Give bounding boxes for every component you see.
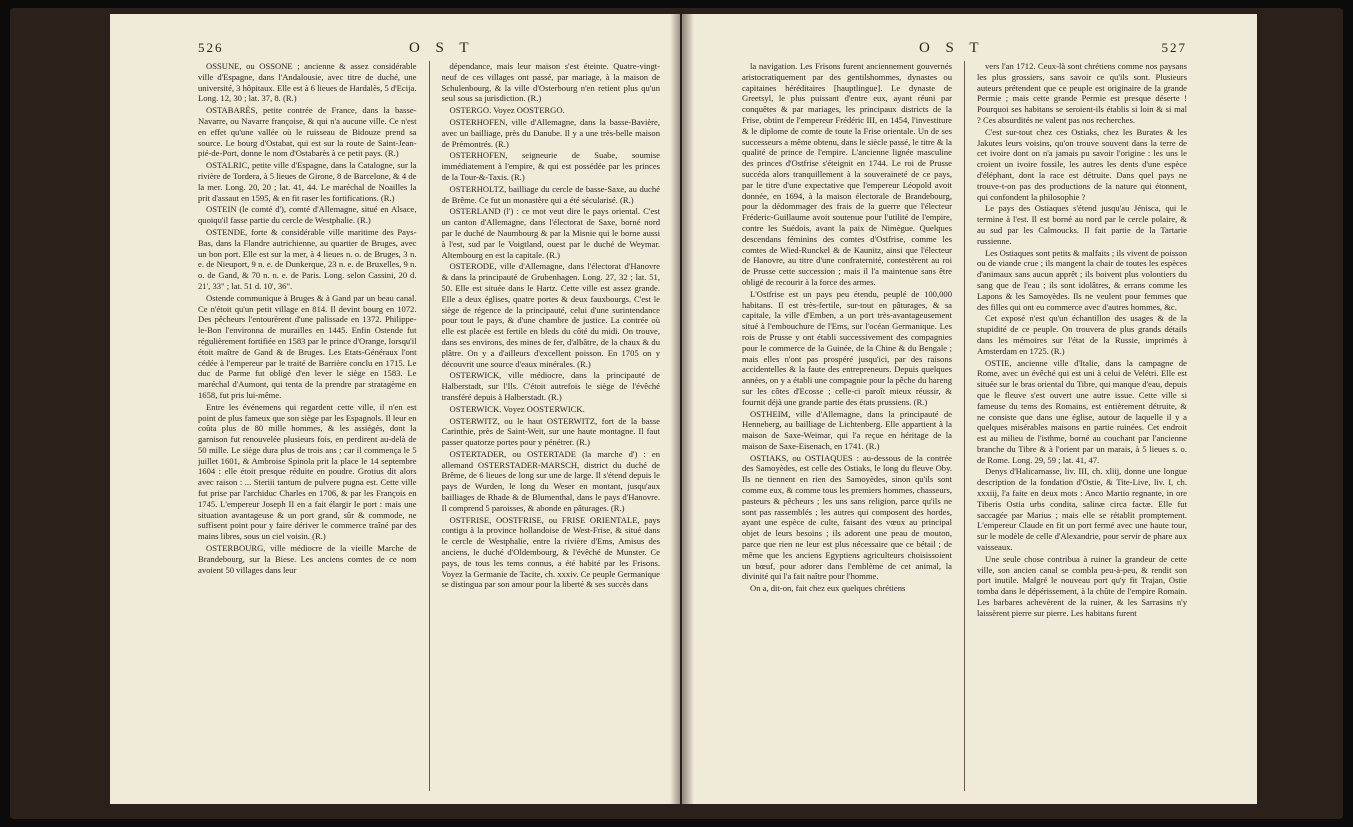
entry: dépendance, mais leur maison s'est éteinte. Quatre-vingt-neuf de ces villages ont passé, par mariage, à la maison de Schulenbourg, & la ville d'Osterbourg n'en retient plus qu'un seul sous sa jurisdiction. (R.) (441, 61, 660, 104)
entry: Ostende communique à Bruges & à Gand par un beau canal. Ce n'étoit qu'un petit village en 814. Il devint bourg en 1072. Des pêcheurs l'entourèrent d'une palissade en 1372. Philippe-le-Bon l'environna de murailles en 1445. Enfin Ostende fut régulièrement fortifiée en 1583 par le prince d'Orange, lorsqu'il étoit maître de Gand & de Bruges. Les Etats-Généraux l'ont cédée à l'empereur par le traité de Barrière conclu en 1715. Le duc de Parme fut obligé d'en lever le siège en 1583. Le maréchal d'Aumont, qui tenta de la prendre par stratagème en 1658, fut pris lui-même. (198, 292, 417, 400)
right-running-head (742, 40, 1187, 57)
entry: OSTERHOLTZ, bailliage du cercle de basse-Saxe, au duché de Brême. Ce fut un monastère qui a été sécularisé. (R.) (441, 183, 660, 205)
entry: Une seule chose contribua à ruiner la grandeur de cette ville, son ancien canal se combla peu-à-peu, & rendit son port inutile. Malgré le nouveau port qu'y fit Trajan, Ostie tomba dans le dépérissement, à la chûte de l'empire Romain. Les barbares achevèrent de la ruiner, & les Sarrasins n'y laissèrent pierre sur pierre. Les habitans furent (977, 553, 1187, 618)
entry: L'Ostfrise est un pays peu étendu, peuplé de 100,000 habitans. Il est très-fertile, sur-tout en pâturages, & sa capitale, la ville d'Emben, a un port très-avantageusement situé à l'embouchure de l'Ems, sur l'océan Germanique. Les rois de Prusse y ont établi successivement des compagnies pour le commerce de la Guinée, de la Chine & du Bengale ; mais elles n'ont pas prospéré jusqu'ici, par des raisons accidentelles & la faute des entrepreneurs. Depuis quelques années, on y a établi une compagnie pour la pêche du hareng sur les côtes d'Ecosse ; celle-ci paroît mieux réussir, & fournit déjà une grande partie des états prussiens. (R.) (742, 288, 952, 407)
entry: OSTENDE, forte & considérable ville maritime des Pays-Bas, dans la Flandre autrichienne, au quartier de Bruges, avec un bon port. Elle est sur la mer, à 4 lieues n. o. de Bruges, 3 n. e. de Nieuport, 9 n. e. de Dunkerque, 23 n. e. de Bruxelles, 9 n. o. de Gand, & 70 n. n. e. de Paris. Long. selon Cassini, 20 d. 21', 33" ; lat. 51 d. 10', 36". (198, 226, 417, 291)
entry: OSTERGO. Voyez OOSTERGO. (449, 105, 565, 116)
entry: Denys d'Halicarnasse, liv. III, ch. xliij, donne une longue description de la fondation d'Ostie, & Tite-Live, liv. I, ch. xxxiij, l'a faite en deux mots : Anco Martio regnante, in ore Tiberis Ostia urbs condita, salinæ circa factæ. Elle fut saccagée par Marius ; mais elle se rétablit promptement. L'empereur Claude en fit un port fermé avec une haute tour, sur le modèle de celle d'Alexandrie, pour servir de phare aux vaisseaux. (977, 466, 1187, 553)
entry: OSTERWICK. Voyez OOSTERWICK. (449, 403, 585, 414)
left-head-title: O S T (408, 40, 475, 56)
right-head-title: O S T (918, 40, 985, 56)
left-running-head (198, 40, 660, 57)
right-column-1 (742, 61, 952, 791)
entry: Les Ostiaques sont petits & malfaits ; ils vivent de poisson ou de viande crue ; ils mangent la chair de toutes les espèces d'animaux sans aucun apprêt ; ils boivent plus volontiers du sang que de l'eau ; ils sont idolâtres, & errans comme les Lapons & les Samoyèdes. Ils ne veulent pour femmes que des filles qui ont eu commerce avec d'autres hommes, &c. (977, 247, 1187, 312)
entry: vers l'an 1712. Ceux-là sont chrétiens comme nos paysans les plus grossiers, sans savoir ce qu'ils sont. Plusieurs auteurs prétendent que ce peuple est originaire de la grande Permie ; mais cette grande Permie est presque déserte ! Pourquoi ses habitans se seroient-ils établis si loin & si mal ? Ces absurdités ne valent pas nos recherches. (977, 61, 1187, 125)
entry: OSTERODE, ville d'Allemagne, dans l'électorat d'Hanovre & dans la principauté de Grubenhagen. Long. 27, 32 ; lat. 51, 50. Elle est située dans le Hartz. Cette ville est assez grande. Elle a deux églises, quatre portes & deux fauxbourgs. C'est le siège de régence de la principauté, celui d'une surintendance pour tout le pays, & d'une chambre de justice. La contrée où elle est placée est fertile en bleds du côté du midi. On trouve, dans ses environs, des mines de fer, d'albâtre, de la chaux & du plâtre. On y a d'ailleurs d'excellent poisson. En 1705 on y découvrit une source d'eaux minérales. (R.) (441, 261, 660, 369)
left-column-1 (198, 61, 417, 791)
column-divider (429, 61, 430, 791)
right-page (682, 14, 1257, 804)
right-column-2 (977, 61, 1187, 791)
entry: OSTERTADER, ou OSTERTADE (la marche d') : en allemand OSTERSTADER-MARSCH, district du duché de Brême, de 6 lieues de long sur une de large. Il s'étend depuis le pays de Wurden, le long du Weser en montant, jusqu'aux bailliages de Rhade & de Blumenthal, dans le pays d'Hanovre. Il comprend 5 paroisses, & abonde en pâturages. (R.) (441, 448, 660, 513)
entry: OSSUNE, ou OSSONE ; ancienne & assez considérable ville d'Espagne, dans l'Andalousie, avec titre de duché, une université, 3 hôpitaux. Elle est à 6 lieues de Hardalès, 5 d'Ecija. Long. 12, 30 ; lat. 37, 8. (R.) (198, 61, 417, 104)
entry: Entre les événemens qui regardent cette ville, il n'en est point de plus fameux que son siège par les Espagnols. Il leur en coûta plus de 80 mille hommes, & les assiégés, dont la garnison fut renouvelée plusieurs fois, en perdirent au-delà de 50 mille. Le siège dura plus de trois ans ; car il commença le 5 juillet 1601, & Ambroise Spinola prit la place le 14 septembre 1604 : elle étoit presque réduite en poudre. Grotius dit alors avec raison : ... Steriii tantum de pulvere pugna est. Cette ville fut prise par l'archiduc Charles en 1706, & par les François en 1745. L'empereur Joseph II en a fait élargir le port : mais une situation avantageuse & un port grand, sûr & commode, ne suffisent point pour y faire dériver le commerce traîné par des mains libres, sous un ciel voisin. (R.) (198, 401, 417, 542)
entry: OSTIAKS, ou OSTIAQUES : au-dessous de la contrée des Samoyèdes, est celle des Ostiaks, le long du fleuve Oby. Ils ne tiennent en rien des Samoyèdes, sinon qu'ils sont comme eux, & comme tous les premiers hommes, chasseurs, pasteurs & pêcheurs ; les uns sans religion, parce qu'ils ne sont pas rassemblés ; les autres qui composent des hordes, ayant une espèce de culte, faisant des vœux au principal objet de leurs besoins ; ils adorent une peau de mouton, parce que rien ne leur est plus nécessaire que ce bétail ; de même que les anciens Egyptiens agriculteurs choisissoient un bœuf, pour adorer dans l'emblème de cet animal, la divinité qui l'a fait naître pour l'homme. (742, 452, 952, 582)
entry: OSTFRISE, OOSTFRISE, ou FRISE ORIENTALE, pays contigu à la province hollandoise de West-Frise, & situé dans le cercle de Westphalie, entre la rivière d'Ems, Amisus des anciens, le duché d'Oldembourg, & l'évêché de Munster. Ce pays, de tous les tems connus, a été habité par les Frisons. Voyez la Germanie de Tacite, ch. xxxiv. Ce peuple Germanique se distingua par son amour pour la liberté & ses succès dans (441, 514, 660, 590)
entry: OSTEIN (le comté d'), comté d'Allemagne, situé en Alsace, quoiqu'il fasse partie du cercle de Westphalie. (R.) (198, 204, 417, 226)
entry: OSTABARÈS, petite contrée de France, dans la basse-Navarre, ou Navarre françoise, & qui n'a aucune ville. Ce n'est en effet qu'une vallée où le ruisseau de Bidouze prend sa source. Le bourg d'Ostabat, qui est sur la route de Saint-Jean-pié-de-Port, donne le nom d'Ostabarès à ce petit pays. (R.) (198, 105, 417, 159)
entry: OSTERWICK, ville médiocre, dans la principauté de Halberstadt, sur l'Ils. C'étoit autrefois le siège de l'évêché transféré depuis à Halberstadt. (R.) (441, 370, 660, 402)
entry: On a, dit-on, fait chez eux quelques chrétiens (750, 583, 906, 594)
entry: OSTERHOFEN, ville d'Allemagne, dans la basse-Bavière, avec un bailliage, près du Danube. Il y a une très-belle maison de Prémontrés. (R.) (441, 116, 660, 149)
right-page-number: 527 (1161, 40, 1187, 55)
entry: la navigation. Les Frisons furent anciennement gouvernés aristocratiquement par des gentilshommes, dynastes ou capitaines héréditaires [hauptlingue]. Le dynaste de Greetsyl, le plus puissant d'entre eux, ayant réuni par conquêtes & par mariages, les principaux districts de la Frise, obtint de l'empereur Frédéric III, en 1454, l'investiture & le diplome de comte de toute la Frise orientale. Un de ses successeurs a même obtenu, dans le siècle passé, le titre & la qualité de prince de l'empire. L'ancienne lignée masculine des princes d'Ostfrise s'éteignit en 1744. Le roi de Prusse succéda alors tranquillement à la souveraineté de ce pays, par le titre d'une expectative que l'empereur Léopold avoit donnée, en 1694, à la maison électorale de Brandebourg, pour la dédommager des frais de la guerre que l'électeur Fréderic-Guillaume avoit soutenue pour l'utilité de l'empire, contre les Suédois, avant la paix de Nimègue. Quelques descendans féminins des comtes d'Ostfrise, comme les comtes de Wied-Runckel & de Kaunitz, ainsi que l'électeur de Hanovre, au titre d'une confraternité, contestèrent au roi de Prusse cette succession ; mais il l'a maintenue sans être obligé de recourir à la force des armes. (742, 61, 952, 287)
entry: OSTERLAND (l') : ce mot veut dire le pays oriental. C'est un canton d'Allemagne, dans l'électorat de Saxe, borné nord par le duché de Naumbourg & par la Misnie qui le borne aussi à l'est, sud par le Voigtland, ouest par le duché de Weymar. Altembourg en est la capitale. (R.) (441, 206, 660, 260)
entry: OSTERHOFEN, seigneurie de Suabe, soumise immédiatement à l'empire, & qui est possédée par les princes de la Tour-&-Taxis. (R.) (441, 150, 660, 182)
entry: OSTERWITZ, ou le haut OSTERWITZ, fort de la basse Carinthie, près de Saint-Weit, sur une haute montagne. Il faut passer quatorze portes pour y pénétrer. (R.) (441, 415, 660, 448)
entry: Cet exposé n'est qu'un échantillon des usages & de la stupidité de ce peuple. On trouvera de plus grands détails dans les mémoires sur l'état de la Russie, imprimés à Amsterdam en 1725. (R.) (977, 313, 1187, 356)
entry: C'est sur-tout chez ces Ostiaks, chez les Burates & les Jakutes leurs voisins, qu'on trouve souvent dans la terre de cet ivoire dont on n'a jamais pu savoir l'origine : les uns le croient un ivoire fossile, les autres les dents d'une espèce d'éléphant, dont la race est détruite. Dans quel pays ne trouve-t-on pas des productions de la nature qui étonnent, qui confondent la philosophie ? (977, 126, 1187, 202)
entry: OSTERBOURG, ville médiocre de la vieille Marche de Brandebourg, sur la Biese. Les anciens comtes de ce nom avoient 50 villages dans leur (198, 543, 417, 575)
left-page (110, 14, 680, 804)
column-divider (964, 61, 965, 791)
left-column-2 (442, 61, 661, 791)
entry: Le pays des Ostiaques s'étend jusqu'au Jénisca, qui le termine à l'est. Il est borné au nord par le cercle polaire, & au sud par les Calmoucks. Il fait partie de la Tartarie russienne. (977, 203, 1187, 246)
entry: OSTALRIC, petite ville d'Espagne, dans la Catalogne, sur la rivière de Tordera, à 5 lieues de Girone, 8 de Barcelone, & 4 de la mer. Long. 20, 20 ; lat. 41, 44. Le maréchal de Noailles la prit d'assaut en 1595, & en fit raser les fortifications. (R.) (198, 160, 417, 203)
entry: OSTIE, ancienne ville d'Italie, dans la campagne de Rome, avec un évêché qui est uni à celui de Velétri. Elle est située sur le bras oriental du Tibre, qui manque d'eau, depuis que le fleuve s'est ouvert une autre issue. Cette ville si fameuse du tems des Romains, est entièrement détruite, & ne consiste que dans une église, autour de laquelle il y a quelques misérables maisons en partie ruinées. Cet endroit est au milieu de l'isthme, borné au couchant par l'ancienne branche du Tibre & à l'orient par un marais, à 5 lieues s. o. de Rome. Long. 29, 59 ; lat. 41, 47. (977, 357, 1187, 465)
left-page-number: 526 (198, 40, 224, 55)
entry: OSTHEIM, ville d'Allemagne, dans la principauté de Henneberg, au bailliage de Lichtenberg. Elle appartient à la maison de Saxe-Weimar, qui l'a reçue en héritage de la maison de Saxe-Eisenach, en 1741. (R.) (742, 408, 952, 451)
